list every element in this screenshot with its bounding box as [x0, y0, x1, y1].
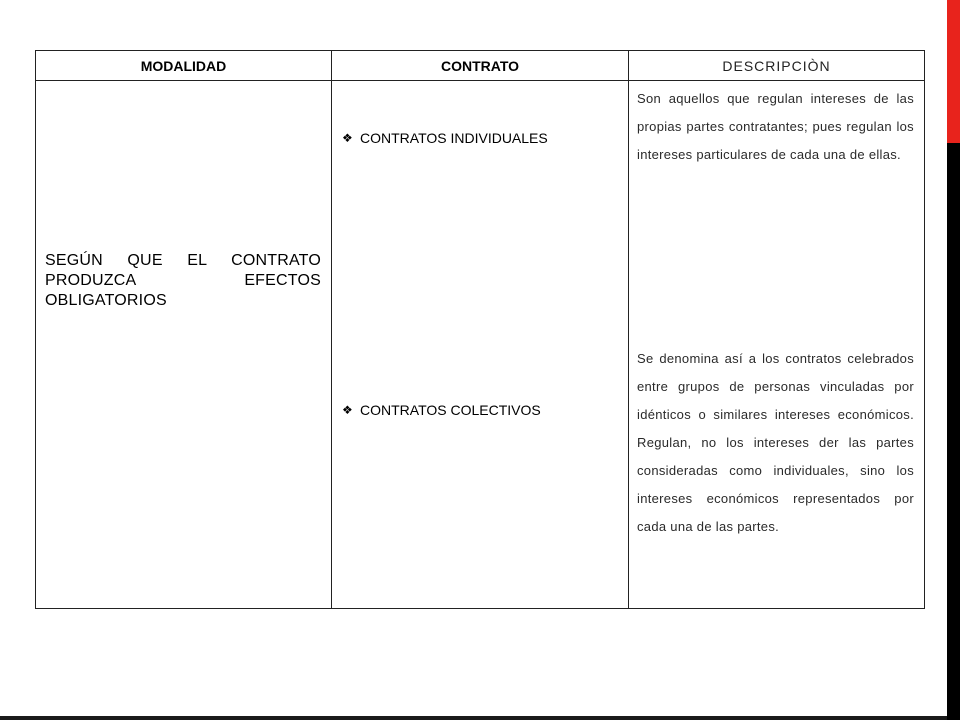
- accent-bar-red: [947, 0, 960, 143]
- descripcion-colectivos: Se denomina así a los contratos celebrados entre grupos de personas vinculadas por idénticos o similares intereses económicos. Regulan, no los intereses der las partes consideradas como individuales, sino los intereses económicos representados por cada una de las partes.: [637, 351, 914, 534]
- descripcion-cell: [629, 81, 925, 609]
- accent-bar-black: [947, 143, 960, 720]
- contrato-item-individuales: [342, 129, 622, 147]
- bottom-rule: [0, 716, 947, 720]
- contrato-label: CONTRATOS INDIVIDUALES: [360, 130, 548, 146]
- contract-table: [35, 50, 925, 609]
- table-header-row: [36, 51, 925, 81]
- modalidad-cell: [36, 81, 332, 609]
- contrato-cell: [332, 81, 629, 609]
- header-descripcion: DESCRIPCIÒN: [629, 51, 925, 81]
- diamond-bullet-icon: ❖: [342, 403, 353, 417]
- table-row: [36, 81, 925, 609]
- descripcion-individuales: Son aquellos que regulan intereses de las propias partes contratantes; pues regulan los intereses particulares de cada una de ellas.: [637, 91, 914, 162]
- header-modalidad: MODALIDAD: [36, 51, 332, 81]
- contrato-item-colectivos: [342, 401, 622, 419]
- header-contrato: CONTRATO: [332, 51, 629, 81]
- diamond-bullet-icon: ❖: [342, 131, 353, 145]
- modalidad-text: SEGÚN QUE EL CONTRATO PRODUZCA EFECTOS OBLIGATORIOS: [45, 252, 321, 309]
- contrato-label: CONTRATOS COLECTIVOS: [360, 402, 541, 418]
